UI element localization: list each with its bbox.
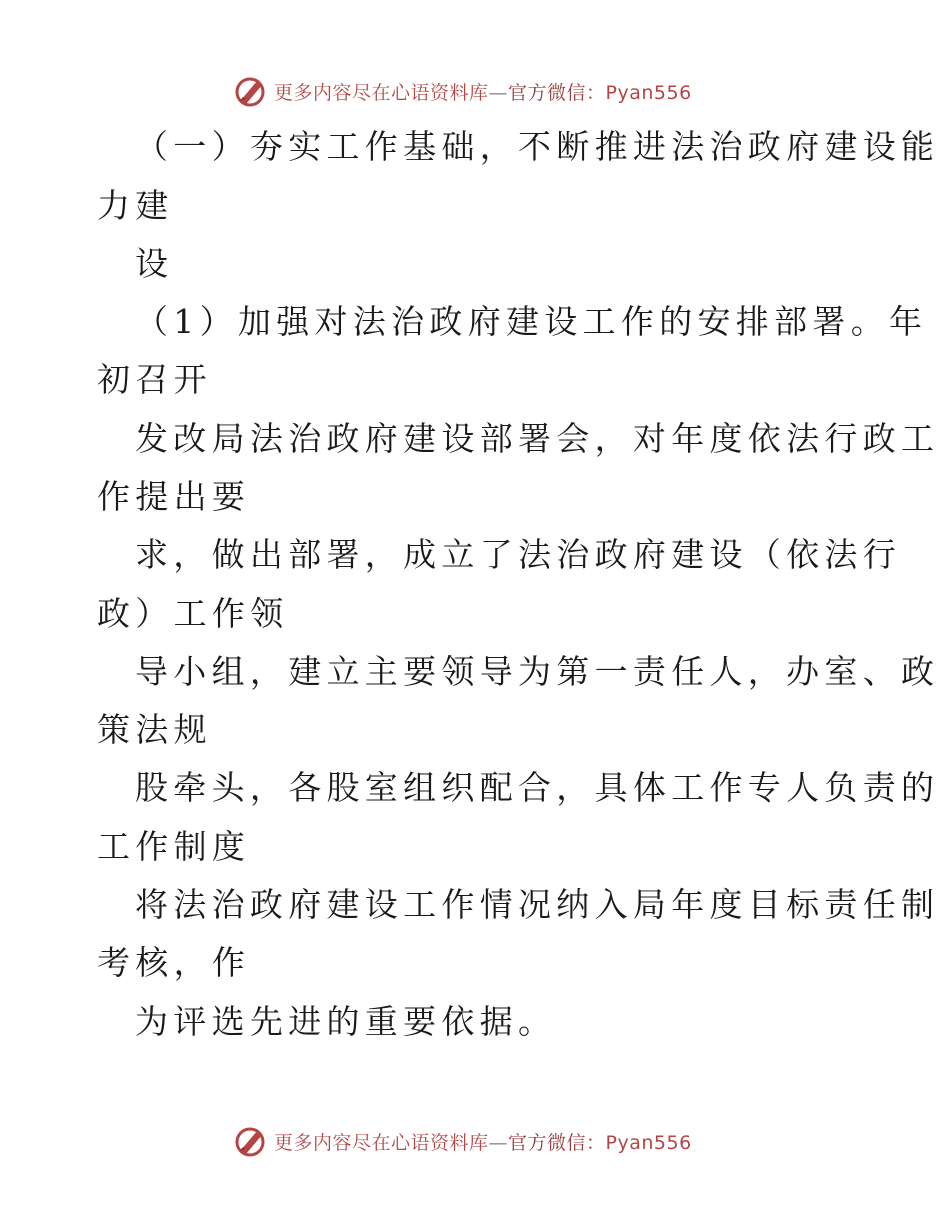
text-line: 政）工作领 [97,594,289,633]
banner-account: Pyan556 [605,1131,692,1154]
text-line: 股牵头，各股室组织配合，具体工作专人负责的 [135,768,940,807]
footer-banner [232,1121,692,1161]
text-line: 将法治政府建设工作情况纳入局年度目标责任制 [135,885,940,924]
banner-separator: — [488,81,509,104]
text-line: （1）加强对法治政府建设工作的安排部署。年 [135,302,928,341]
banner-wechat-label: 官方微信： [508,1131,606,1154]
banner-text [274,1128,692,1155]
text-line: 作提出要 [97,477,251,516]
text-line: （一）夯实工作基础，不断推进法治政府建设能 [135,127,940,166]
pen-nib-circle-icon [232,1123,268,1159]
text-line: 求，做出部署，成立了法治政府建设（依法行 [135,535,901,574]
text-line: 设 [135,244,174,283]
text-line: 发改局法治政府建设部署会，对年度依法行政工 [135,419,940,458]
text-line: 考核，作 [97,943,251,982]
text-line: 策法规 [97,710,212,749]
banner-account: Pyan556 [605,81,692,104]
banner-title: 更多内容尽在心语资料库 [274,1131,489,1154]
banner-separator: — [488,1131,509,1154]
text-line: 初召开 [97,360,212,399]
text-line: 为评选先进的重要依据。 [135,1002,557,1041]
text-line: 工作制度 [97,827,251,866]
text-line: 导小组，建立主要领导为第一责任人，办室、政 [135,652,940,691]
banner-title: 更多内容尽在心语资料库 [274,81,489,104]
banner-wechat-label: 官方微信： [508,81,606,104]
text-line: 力建 [97,186,174,225]
